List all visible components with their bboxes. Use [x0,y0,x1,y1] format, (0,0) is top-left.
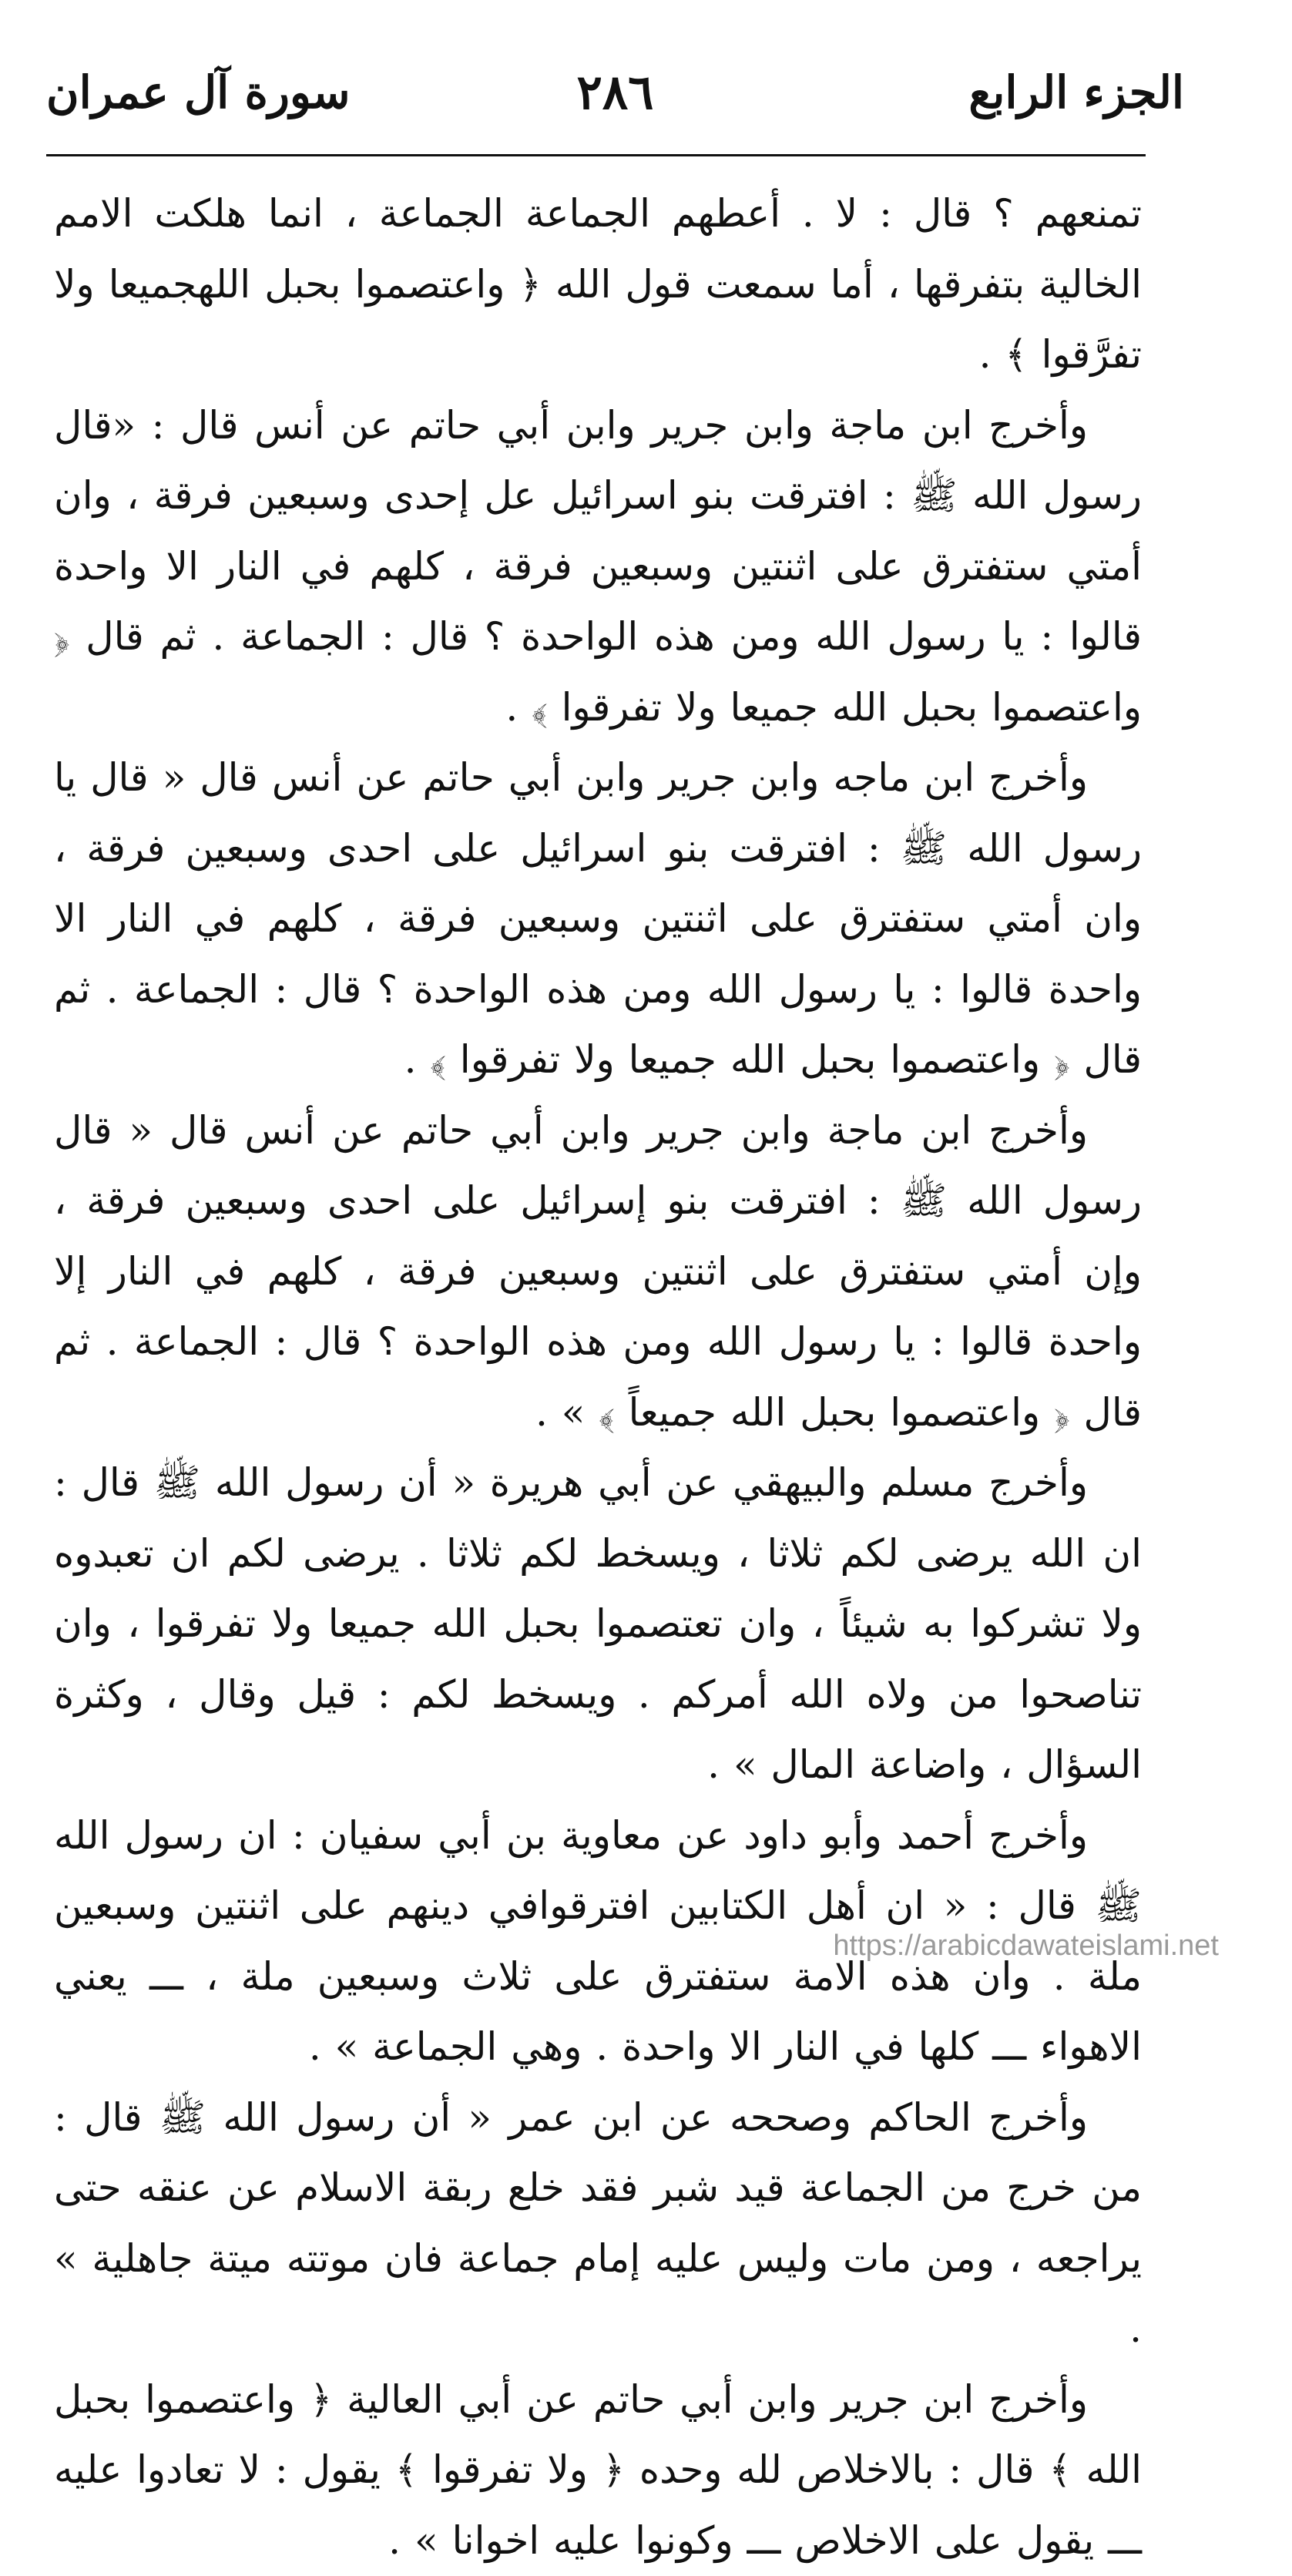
paragraph: وأخرج أحمد وأبو داود عن معاوية بن أبي سفيان : ان رسول الله ﷺ قال : « ان أهل الكتابين افترقوافي دينهم على اثنتين وسبعين ملة . وان هذه الامة ستفترق على ثلاث وسبعين ملة ، ـــ يعني الاهواء ـــ كلها في النار الا واحدة . وهي الجماعة » . [54,1801,1142,2083]
watermark-url: https://arabicdawateislami.net [833,1929,1219,1963]
paragraph: تمنعهم ؟ قال : لا . أعطهم الجماعة الجماعة ، انما هلكت الامم الخالية بتفرقها ، أما سمعت قول الله ﴿ واعتصموا بحبل اللهجميعا ولا تفرَّقوا ﴾ . [54,179,1142,391]
paragraph: وأخرج ابن ماجة وابن جرير وابن أبي حاتم عن أنس قال « قال رسول الله ﷺ : افترقت بنو إسرائيل على احدى وسبعين فرقة ، وإن أمتي ستفترق على اثنتين وسبعين فرقة ، كلهم في النار إلا واحدة قالوا : يا رسول الله ومن هذه الواحدة ؟ قال : الجماعة . ثم قال ﴿ واعتصموا بحبل الله جميعاً ﴾ » . [54,1096,1142,1449]
paragraph: وأخرج ابن ماجة وابن جرير وابن أبي حاتم عن أنس قال : «قال رسول الله ﷺ : افترقت بنو اسرائيل عل إحدى وسبعين فرقة ، وان أمتي ستفترق على اثنتين وسبعين فرقة ، كلهم في النار الا واحدة قالوا : يا رسول الله ومن هذه الواحدة ؟ قال : الجماعة . ثم قال ﴿ واعتصموا بحبل الله جميعا ولا تفرقوا ﴾ . [54,391,1142,744]
paragraph: وأخرج الحاكم وصححه عن ابن عمر « أن رسول الله ﷺ قال : من خرج من الجماعة قيد شبر فقد خلع ربقة الاسلام عن عنقه حتى يراجعه ، ومن مات وليس عليه إمام جماعة فان موتته ميتة جاهلية » . [54,2083,1142,2365]
page-body [54,179,1142,2576]
page-number: ٢٨٦ [577,62,654,123]
paragraph: وأخرج مسلم والبيهقي عن أبي هريرة « أن رسول الله ﷺ قال : ان الله يرضى لكم ثلاثا ، ويسخط لكم ثلاثا . يرضى لكم ان تعبدوه ولا تشركوا به شيئاً ، وان تعتصموا بحبل الله جميعا ولا تفرقوا ، وان تناصحوا من ولاه الله أمركم . ويسخط لكم : قيل وقال ، وكثرة السؤال ، واضاعة المال » . [54,1448,1142,1801]
page-header [46,54,1184,139]
header-divider [46,154,1146,156]
paragraph: وأخرج ابن جرير وابن أبي حاتم عن أبي العالية ﴿ واعتصموا بحبل الله ﴾ قال : بالاخلاص لله وحده ﴿ ولا تفرقوا ﴾ يقول : لا تعادوا عليه ـــ يقول على الاخلاص ـــ وكونوا عليه اخوانا » . [54,2365,1142,2576]
part-title: الجزء الرابع [968,62,1184,123]
paragraph: وأخرج ابن ماجه وابن جرير وابن أبي حاتم عن أنس قال « قال يا رسول الله ﷺ : افترقت بنو اسرائيل على احدى وسبعين فرقة ، وان أمتي ستفترق على اثنتين وسبعين فرقة ، كلهم في النار الا واحدة قالوا : يا رسول الله ومن هذه الواحدة ؟ قال : الجماعة . ثم قال ﴿ واعتصموا بحبل الله جميعا ولا تفرقوا ﴾ . [54,743,1142,1096]
surah-title: سورة آل عمران [46,62,350,123]
